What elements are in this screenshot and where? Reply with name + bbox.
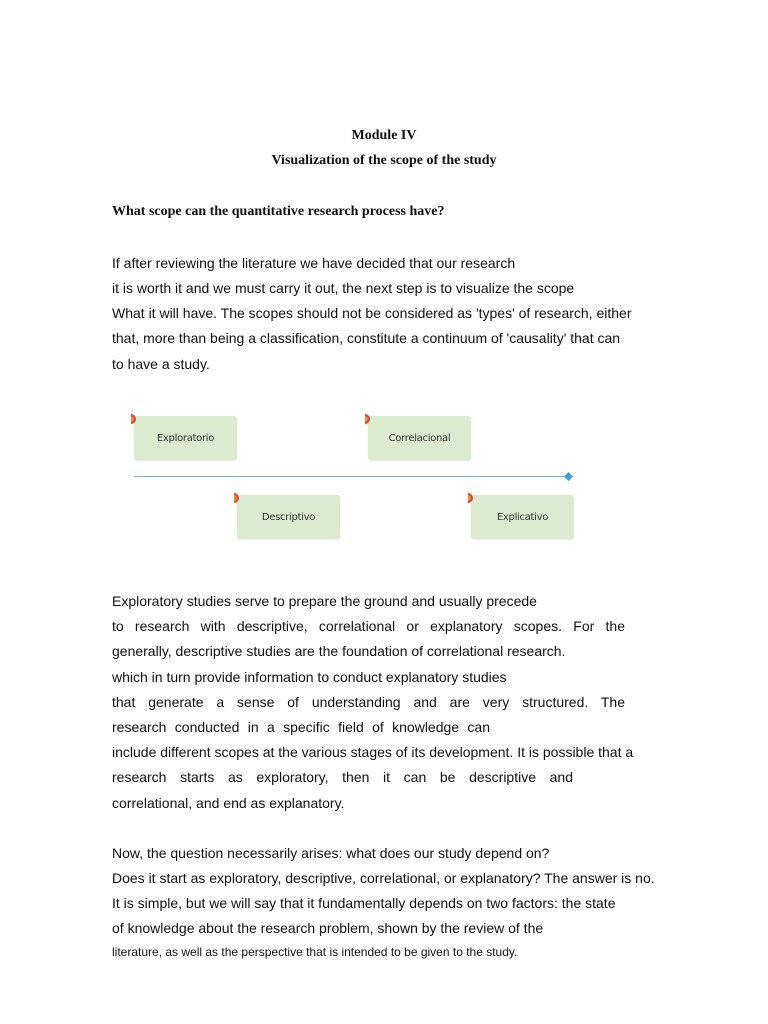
- scope-box-label: Explicativo: [496, 511, 549, 523]
- scope-box-exploratorio: [134, 416, 237, 460]
- text-line: which in turn provide information to conduct explanatory studies: [112, 669, 507, 685]
- marker-icon: [365, 414, 372, 424]
- scope-box-descriptivo: [237, 495, 340, 539]
- text-line: research starts as exploratory, then it can be descriptive and: [112, 769, 573, 785]
- text-line: generally, descriptive studies are the foundation of correlational research.: [112, 643, 566, 659]
- scope-box-label: Correlacional: [388, 432, 451, 444]
- text-line: literature, as well as the perspective that is intended to be given to the study.: [112, 945, 518, 959]
- text-line: that, more than being a classification, constitute a continuum of 'causality' that can: [112, 330, 621, 346]
- marker-icon: [131, 414, 138, 424]
- text-line: include different scopes at the various stages of its development. It is possible that a: [112, 744, 634, 760]
- scope-box-explicativo: [471, 495, 574, 539]
- text-line: It is simple, but we will say that it fundamentally depends on two factors: the state: [112, 895, 616, 911]
- text-line: to have a study.: [112, 356, 210, 372]
- scope-box-label: Exploratorio: [156, 432, 215, 444]
- text-line: correlational, and end as explanatory.: [112, 795, 345, 811]
- text-line: Does it start as exploratory, descriptive, correlational, or explanatory? The answer is no.: [112, 870, 655, 886]
- section-question: What scope can the quantitative research process have?: [112, 204, 445, 219]
- text-line: of knowledge about the research problem, shown by the review of the: [112, 920, 544, 936]
- text-line: research conducted in a specific field of knowledge can: [112, 719, 490, 735]
- axis-diamond-icon: [564, 472, 573, 481]
- page-title: Visualization of the scope of the study: [271, 153, 497, 168]
- marker-icon: [468, 493, 475, 503]
- module-label: Module IV: [351, 128, 417, 143]
- scope-box-label: Descriptivo: [261, 511, 316, 523]
- text-line: What it will have. The scopes should not be considered as 'types' of research, either: [112, 305, 632, 321]
- text-line: that generate a sense of understanding and are very structured. The: [112, 694, 625, 710]
- text-line: it is worth it and we must carry it out, the next step is to visualize the scope: [112, 280, 575, 296]
- text-line: to research with descriptive, correlational or explanatory scopes. For the: [112, 618, 625, 634]
- timeline-axis: [134, 476, 568, 477]
- marker-icon: [234, 493, 241, 503]
- text-line: Exploratory studies serve to prepare the ground and usually precede: [112, 593, 537, 609]
- scope-timeline-diagram: [128, 410, 588, 550]
- scope-box-correlacional: [368, 416, 471, 460]
- text-line: Now, the question necessarily arises: what does our study depend on?: [112, 845, 550, 861]
- text-line: If after reviewing the literature we have decided that our research: [112, 255, 516, 271]
